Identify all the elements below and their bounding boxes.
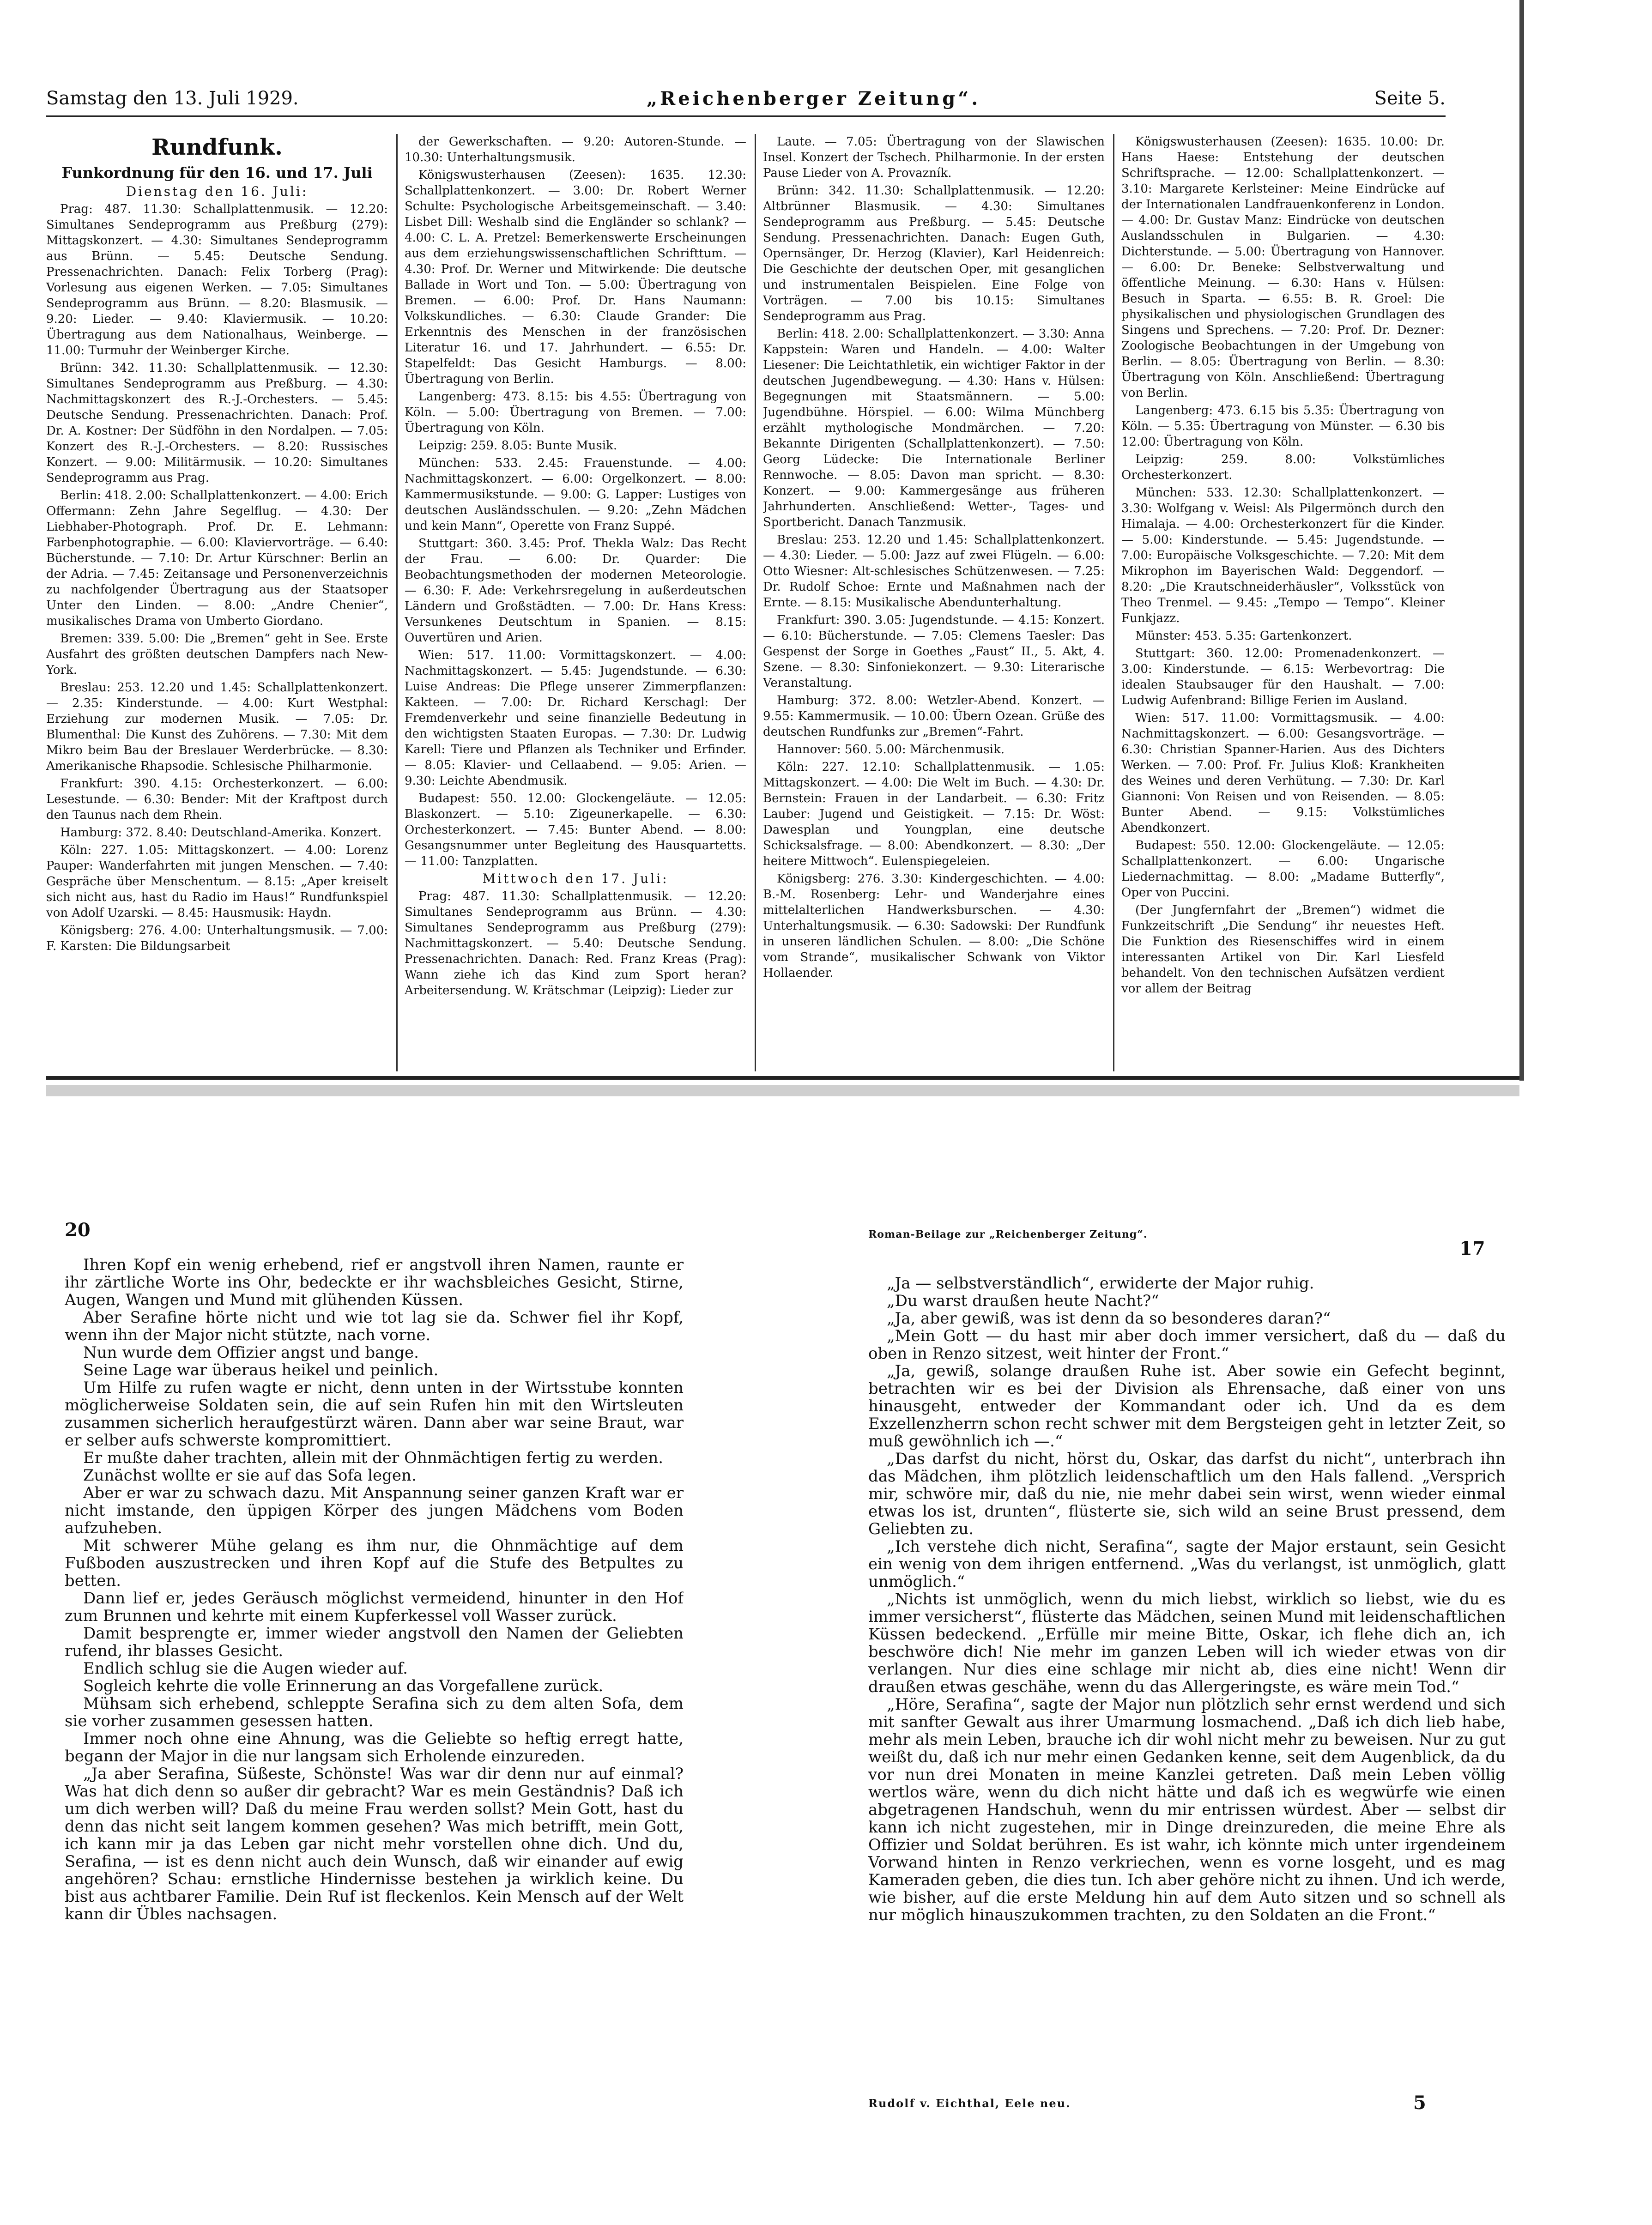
column-4 xyxy=(1121,134,1445,1071)
programme-entry: Wien: 517. 11.00: Vormittagsmusik. — 4.00: Nachmittagskonzert. — 6.00: Gesangsvorträge. — 6.30: Christian Spanner-Harien. Aus des Dichters Werken. — 7.00: Prof. Fr. Julius Kloß: Krankheiten des Weines und deren Verhütung. — 7.30: Dr. Karl Giannoni: Von Reisen und von Reisenden. — 8.05: Bunter Abend. — 9.15: Volkstümliches Abendkonzert. xyxy=(1121,711,1445,835)
programme-entry: Bremen: 339. 5.00: Die „Bremen“ geht in See. Erste Ausfahrt des größten deutschen Dampfers nach New-York. xyxy=(46,632,388,677)
programme-entry: Prag: 487. 11.30: Schallplattenmusik. — 12.20: Simultanes Sendeprogramm aus Preßburg (279): Mittagskonzert. — 4.30: Simultanes Sendeprogramm aus Brünn. — 5.45: Deutsche Sendung. Pressenachrichten. Danach: Felix Torberg (Prag): Vorlesung aus eigenen Werken. — 7.05: Simultanes Sendeprogramm aus Brünn. — 8.20: Blasmusik. — 9.20: Lieder. — 9.40: Klaviermusik. — 10.20: Übertragung aus dem Nationalhaus, Weinberge. — 11.00: Turmuhr der Weinberger Kirche. xyxy=(46,202,388,357)
novel-paragraph: „Ja, aber gewiß, was ist denn da so besonderes daran?“ xyxy=(887,1309,1331,1328)
novel-paragraph: Aber er war zu schwach dazu. Mit Anspannung seiner ganzen Kraft war er nicht imstande, den üppigen Körper des jungen Mädchens vom Boden aufzuheben. xyxy=(65,1484,684,1537)
novel-paragraph: Um Hilfe zu rufen wagte er nicht, denn unten in der Wirtsstube konnten möglicherweise Soldaten sein, die auf sein Rufen hin mit den Wirtsleuten zusammen sicherlich heraufgestürzt wären. Dann aber war seine Braut, war er selber aufs schwerste kompromittiert. xyxy=(65,1379,684,1450)
newspaper-header xyxy=(46,88,1446,117)
programme-entry: Frankfurt: 390. 4.15: Orchesterkonzert. — 6.00: Lesestunde. — 6.30: Bender: Mit der Kraftpost durch den Taunus nach dem Rhein. xyxy=(46,777,388,822)
novel-folio: 5 xyxy=(1413,2092,1426,2114)
programme-entry: Stuttgart: 360. 3.45: Prof. Thekla Walz: Das Recht der Frau. — 6.00: Dr. Quarder: Die Beobachtungsmethoden der modernen Meteorologie. — 6.30: F. Ade: Verkehrsregelung in außerdeutschen Ländern und Großstädten. — 7.00: Dr. Hans Kress: Versunkenes Deutschtum in Spanien. — 8.15: Ouvertüren und Arien. xyxy=(405,537,746,645)
novel-paragraph: „Ja — selbstverständlich“, erwiderte der Major ruhig. xyxy=(887,1275,1314,1293)
supplement-line: Roman-Beilage zur „Reichenberger Zeitung“. xyxy=(868,1228,1148,1240)
novel-paragraph: „Ich verstehe dich nicht, Serafina“, sagte der Major erstaunt, sein Gesicht ein wenig von dem ihrigen entfernend. „Was du verlangst, ist unmöglich, glatt unmöglich.“ xyxy=(868,1537,1506,1591)
novel-paragraph: Ihren Kopf ein wenig erhebend, rief er angstvoll ihren Namen, raunte er ihr zärtliche Worte ins Ohr, bedeckte er ihr wachsbleiches Gesicht, Stirne, Augen, Wangen und Mund mit glühenden Küssen. xyxy=(65,1256,684,1309)
masthead: „Reichenberger Zeitung“. xyxy=(647,88,981,109)
novel-paragraph: Er mußte daher trachten, allein mit der Ohnmächtigen fertig zu werden. xyxy=(83,1449,664,1467)
programme-entry: Brünn: 342. 11.30: Schallplattenmusik. — 12.30: Simultanes Sendeprogramm aus Preßburg. — 4.30: Nachmittagskonzert des R.-J.-Orchesters. — 5.45: Deutsche Sendung. Pressenachrichten. Danach: Prof. Dr. A. Kostner: Der Südföhn in den Nordalpen. — 7.05: Konzert des R.-J.-Orchesters. — 8.20: Russisches Konzert. — 9.00: Militärmusik. — 10.20: Simultanes Sendeprogramm aus Prag. xyxy=(46,361,388,485)
notice-paragraph: (Der Jungfernfahrt der „Bremen“) widmet die Funkzeitschrift „Die Sendung“ ihr neuestes Heft. Die Funktion des Riesenschiffes wird in einem interessanten Artikel von Dir. Karl Liesfeld behandelt. Von den technischen Aufsätzen verdient vor allem der Beitrag xyxy=(1121,903,1445,996)
programme-entry: Leipzig: 259. 8.00: Volkstümliches Orchesterkonzert. xyxy=(1121,453,1445,482)
novel-paragraph: Dann lief er, jedes Geräusch möglichst vermeidend, hinunter in den Hof zum Brunnen und kehrte mit einem Kupferkessel voll Wasser zurück. xyxy=(65,1589,684,1625)
programme-entry: Leipzig: 259. 8.05: Bunte Musik. xyxy=(418,439,617,453)
programme-entry: Königsberg: 276. 3.30: Kindergeschichten. — 4.00: B.-M. Rosenberg: Lehr- und Wanderjahre eines mittelalterlichen Handwerksburschen. — 4.30: Unterhaltungsmusik. — 6.30: Sadowski: Der Rundfunk in unseren ländlichen Schulen. — 8.00: „Die Schöne vom Strande“, musikalischer Schwank von Viktor Hollaender. xyxy=(763,872,1105,980)
programme-entry: Brünn: 342. 11.30: Schallplattenmusik. — 12.20: Altbrünner Blasmusik. — 4.30: Simultanes Sendeprogramm aus Preßburg. — 5.45: Deutsche Sendung. Pressenachrichten. Danach: Eugen Guth, Opernsänger, Dr. Herzog (Klavier), Karl Heidenreich: Die Geschichte der deutschen Oper, mit gesanglichen und instrumentalen Beispielen. Eine Folge von Vorträgen. — 7.00 bis 10.15: Simultanes Sendeprogramm aus Prag. xyxy=(763,184,1105,323)
column-rule xyxy=(1113,134,1114,1071)
novel-paragraph: „Mein Gott — du hast mir aber doch immer versichert, daß du — daß du oben in Renzo sitzest, weit hinter der Front.“ xyxy=(868,1327,1506,1363)
novel-paragraph: „Ja, gewiß, solange draußen Ruhe ist. Aber sowie ein Gefecht beginnt, betrachten wir es bei der Division als Ehrensache, daß einer von uns hinausgeht, entweder der Kommandant oder ich. Und da es dem Exzellenzherrn schon recht schwer mit dem Bergsteigen geht in letzter Zeit, so muß gewöhnlich ich —.“ xyxy=(868,1362,1506,1451)
programme-entry: Langenberg: 473. 8.15: bis 4.55: Übertragung von Köln. — 5.00: Übertragung von Bremen. — 7.00: Übertragung von Köln. xyxy=(405,390,746,435)
programme-entry: Hamburg: 372. 8.00: Wetzler-Abend. Konzert. — 9.55: Kammermusik. — 10.00: Übern Ozean. Grüße des deutschen Rundfunks zur „Bremen“-Fahrt. xyxy=(763,694,1105,739)
day-heading-wednesday: Mittwoch den 17. Juli: xyxy=(482,871,669,886)
column-2 xyxy=(405,134,746,1071)
section-title: Rundfunk. xyxy=(151,134,283,160)
novel-left-column xyxy=(65,1256,684,2097)
novel-right-page-number: 17 xyxy=(1459,1238,1485,1259)
programme-entry: Budapest: 550. 12.00: Glockengeläute. — 12.05: Schallplattenkonzert. — 6.00: Ungarische Liedernachmittag. — 8.00: „Madame Butterfly“, Oper von Puccini. xyxy=(1121,839,1445,900)
programme-entry: Prag: 487. 11.30: Schallplattenmusik. — 12.20: Simultanes Sendeprogramm aus Brünn. — 4.30: Simultanes Sendeprogramm aus Preßburg (279): Nachmittagskonzert. — 5.40: Deutsche Sendung. Pressenachrichten. Danach: Red. Franz Kreas (Prag): Wann ziehe ich das Kind zum Sport heran? Arbeitersendung. W. Krätschmar (Leipzig): Lieder zur xyxy=(405,889,746,998)
programme-entry: Münster: 453. 5.35: Gartenkonzert. xyxy=(1135,629,1352,643)
fold-shadow xyxy=(46,1085,1519,1096)
programme-entry: Stuttgart: 360. 12.00: Promenadenkonzert. — 3.00: Kinderstunde. — 6.15: Werbevortrag: Die idealen Staubsauger für den Haushalt. — 7.00: Ludwig Aufenbrand: Billige Ferien im Ausland. xyxy=(1121,647,1445,707)
column-rule xyxy=(396,134,398,1071)
programme-entry: München: 533. 2.45: Frauenstunde. — 4.00: Nachmittagskonzert. — 6.00: Orgelkonzert. — 8.00: Kammermusikstunde. — 9.00: G. Lapper: Lustiges von deutschen Ausländsschulen. — 9.20: „Zehn Mädchen und kein Mann“, Operette von Franz Suppé. xyxy=(405,456,746,533)
programme-entry: Königswusterhausen (Zeesen): 1635. 10.00: Dr. Hans Haese: Entstehung der deutschen Schriftsprache. — 12.00: Schallplattenkonzert. — 3.10: Margarete Kerlsteiner: Meine Eindrücke auf der Internationalen Landfrauenkonferenz in London. — 4.00: Dr. Gustav Manz: Eindrücke von deutschen Auslandsschulen in Bulgarien. — 4.30: Dichterstunde. — 5.00: Übertragung von Hannover. — 6.00: Dr. Beneke: Selbstverwaltung und öffentliche Meinung. — 6.30: Hans v. Hülsen: Besuch in Sparta. — 6.55: B. R. Groel: Die physikalischen und physiologischen Grundlagen des Singens und Sprechens. — 7.20: Prof. Dr. Dezner: Zoologische Beobachtungen in der Umgebung von Berlin. — 8.05: Übertragung von Berlin. — 8.30: Übertragung von Köln. Anschließend: Übertragung von Berlin. xyxy=(1121,135,1445,400)
programme-entry: Langenberg: 473. 6.15 bis 5.35: Übertragung von Köln. — 5.35: Übertragung von Münster. — 6.30 bis 12.00: Übertragung von Köln. xyxy=(1121,404,1445,449)
novel-paragraph: „Du warst draußen heute Nacht?“ xyxy=(887,1292,1159,1310)
novel-right-column xyxy=(868,1275,1506,2087)
programme-entry: Berlin: 418. 2.00: Schallplattenkonzert. — 3.30: Anna Kappstein: Waren und Handeln. — 4.00: Walter Liesener: Die Leichtathletik, ein wichtiger Faktor in der deutschen Jugendbewegung. — 4.30: Hans v. Hülsen: Begegnungen mit Staatsmännern. — 5.00: Jugendbühne. Hörspiel. — 6.00: Wilma Münchberg erzählt mythologische Mondmärchen. — 7.20: Bekannte Dirigenten (Schallplattenkonzert). — 7.50: Georg Lüdecke: Die Internationale Berliner Rennwoche. — 8.05: Davon man spricht. — 8.30: Konzert. — 9.00: Kammergesänge aus früheren Jahrhunderten. Anschließend: Wetter-, Tages- und Sportbericht. Danach Tanzmusik. xyxy=(763,327,1105,529)
day-heading-tuesday: Dienstag den 16. Juli: xyxy=(126,184,309,199)
column-1 xyxy=(46,134,388,1071)
programme-entry: Budapest: 550. 12.00: Glockengeläute. — 12.05: Blaskonzert. — 5.10: Zigeunerkapelle. — 6.30: Orchesterkonzert. — 7.45: Bunter Abend. — 8.00: Gesangsnummer unter Begleitung des Hausquartetts. — 11.00: Tanzplatten. xyxy=(405,792,746,868)
programme-entry: Hannover: 560. 5.00: Märchenmusik. xyxy=(777,743,1005,756)
novel-paragraph: „Ja aber Serafina, Süßeste, Schönste! Was war dir denn nur auf einmal? Was hat dich denn so außer dir gebracht? War es mein Geständnis? Daß ich um dich werben will? Daß du meine Frau werden sollst? Mein Gott, hast du denn das nicht seit langem kommen gesehen? Was mich betrifft, mein Gott, ich kann mir ja das Leben gar nicht mehr vorstellen ohne dich. Und du, Serafina, — ist es denn nicht auch dein Wunsch, daß wir einander auf ewig angehören? Schau: ernstliche Hindernisse bestehen ja wirklich keine. Du bist aus achtbarer Familie. Dein Ruf ist fleckenlos. Kein Mensch auf der Welt kann dir Übles nachsagen. xyxy=(65,1765,684,1923)
programme-entry: der Gewerkschaften. — 9.20: Autoren-Stunde. — 10.30: Unterhaltungsmusik. xyxy=(405,135,746,164)
novel-left-page-number: 20 xyxy=(65,1219,91,1241)
programme-entry: Breslau: 253. 12.20 und 1.45: Schallplattenkonzert. — 2.35: Kinderstunde. — 4.00: Kurt Westphal: Erziehung zur modernen Musik. — 7.05: Dr. Blumenthal: Die Kunst des Zuhörens. — 7.30: Mit dem Mikro beim Bau der Breslauer Werderbrücke. — 8.30: Amerikanische Rhapsodie. Schlesische Philharmonie. xyxy=(46,681,388,773)
novel-paragraph: Mit schwerer Mühe gelang es ihm nur, die Ohnmächtige auf dem Fußboden auszustrecken und ihren Kopf auf die Stufe des Betpultes zu betten. xyxy=(65,1536,684,1590)
novel-paragraph: „Höre, Serafina“, sagte der Major nun plötzlich sehr ernst werdend und sich mit sanfter Gewalt aus ihrer Umarmung losmachend. „Daß ich dich lieb habe, mehr als mein Leben, brauche ich dir wohl nicht mehr zu beweisen. Nur zu gut weißt du, daß ich nur mehr einen Gedanken kenne, seit dem Augenblick, da du vor nun drei Monaten in meine Kanzlei getreten. Daß mein Leben völlig wertlos wäre, wenn du dich nicht hätte und daß ich es wegwürfe wie einen abgetragenen Handschuh, wenn du mir entrissen würdest. Aber — selbst dir kann ich nicht zugestehen, mir in Dinge dreinzureden, die meine Ehre als Offizier und Soldat berühren. Es ist wahr, ich könnte mich unter irgendeinem Vorwand hinten in Renzo verkriechen, wenn es vorne losgeht, und es mag Kameraden geben, die dies tun. Ich aber gehöre nicht zu ihnen. Und ich werde, wie bisher, auf die erste Meldung hin auf dem Auto sitzen und so schnell als nur möglich hinauszukommen trachten, zu den Soldaten an die Front.“ xyxy=(868,1695,1506,1924)
novel-paragraph: Endlich schlug sie die Augen wieder auf. xyxy=(83,1659,408,1678)
novel-paragraph: Aber Serafine hörte nicht und wie tot lag sie da. Schwer fiel ihr Kopf, wenn ihn der Major nicht stützte, nach vorne. xyxy=(65,1308,684,1344)
programme-entry: Berlin: 418. 2.00: Schallplattenkonzert. — 4.00: Erich Offermann: Zehn Jahre Segelflug. — 4.30: Der Liebhaber-Photograph. Prof. Dr. E. Lehmann: Farbenphotographie. — 6.00: Klaviervorträge. — 6.40: Bücherstunde. — 7.10: Dr. Artur Kürschner: Berlin an der Adria. — 7.45: Zeitansage und Personenverzeichnis zu nachfolgender Übertragung aus der Staatsoper Unter den Linden. — 8.00: „Andre Chenier“, musikalisches Drama von Umberto Giordano. xyxy=(46,489,388,628)
programme-entry: Frankfurt: 390. 3.05: Jugendstunde. — 4.15: Konzert. — 6.10: Bücherstunde. — 7.05: Clemens Taesler: Das Gespenst der Sorge in Goethes „Faust“ II., 5. Akt, 4. Szene. — 8.30: Sinfoniekonzert. — 9.30: Literarische Veranstaltung. xyxy=(763,613,1105,690)
novel-author-line: Rudolf v. Eichthal, Eele neu. xyxy=(868,2097,1071,2110)
novel-paragraph: Nun wurde dem Offizier angst und bange. xyxy=(83,1343,419,1362)
novel-paragraph: Damit besprengte er, immer wieder angstvoll den Namen der Geliebten rufend, ihr blasses Gesicht. xyxy=(65,1624,684,1660)
novel-paragraph: Mühsam sich erhebend, schleppte Serafina sich zu dem alten Sofa, dem sie vorher zusammen gesessen hatten. xyxy=(65,1694,684,1730)
page-number: Seite 5. xyxy=(1374,88,1446,109)
bottom-rule xyxy=(46,1076,1519,1080)
novel-paragraph: „Nichts ist unmöglich, wenn du mich liebst, wirklich so liebst, wie du es immer versicherst“, flüsterte das Mädchen, seinen Mund mit leidenschaftlichen Küssen bedeckend. „Erfülle mir meine Bitte, Oskar, ich flehe dich an, ich beschwöre dich! Nie mehr im ganzen Leben will ich wieder etwas von dir verlangen. Nur dies eine schlage mir nicht ab, dies eine nicht! Wenn dir draußen etwas geschähe, wenn du das Allergeringste, es wäre mein Tod.“ xyxy=(868,1590,1506,1696)
programme-entry: Köln: 227. 1.05: Mittagskonzert. — 4.00: Lorenz Pauper: Wanderfahrten mit jungen Menschen. — 7.40: Gespräche über Menschentum. — 8.15: „Aper kreiselt sich nicht aus, hast du Radio im Haus!“ Rundfunkspiel von Adolf Uzarski. — 8.45: Hausmusik: Haydn. xyxy=(46,843,388,920)
novel-paragraph: „Das darfst du nicht, hörst du, Oskar, das darfst du nicht“, unterbrach ihn das Mädchen, ihm plötzlich leidenschaftlich um den Hals fallend. „Versprich mir, schwöre mir, daß du nie, nie mehr dabei sein wirst, wenn wieder einmal etwas los ist, drunten“, flüsterte sie, sich wild an seine Brust pressend, dem Geliebten zu. xyxy=(868,1450,1506,1538)
novel-paragraph: Sogleich kehrte die volle Erinnerung an das Vorgefallene zurück. xyxy=(83,1677,604,1695)
novel-paragraph: Zunächst wollte er sie auf das Sofa legen. xyxy=(83,1466,417,1485)
programme-entry: Breslau: 253. 12.20 und 1.45: Schallplattenkonzert. — 4.30: Lieder. — 5.00: Jazz auf zwei Flügeln. — 6.00: Otto Wiesner: Alt-schlesisches Schützenwesen. — 7.25: Dr. Rudolf Schoe: Ernte und Maßnahmen nach der Ernte. — 8.15: Musikalische Abendunterhaltung. xyxy=(763,533,1105,610)
programme-entry: Wien: 517. 11.00: Vormittagskonzert. — 4.00: Nachmittagskonzert. — 5.45: Jugendstunde. — 6.30: Luise Andreas: Die Pflege unserer Zimmerpflanzen: Kakteen. — 7.00: Dr. Richard Kerschagl: Der Fremdenverkehr und seine finanzielle Bedeutung in den wichtigsten Staaten Europas. — 7.30: Dr. Ludwig Karell: Tiere und Pflanzen als Techniker und Erfinder. — 8.05: Klavier- und Cellaabend. — 9.05: Arien. — 9.30: Leichte Abendmusik. xyxy=(405,648,746,788)
programme-entry: Königswusterhausen (Zeesen): 1635. 12.30: Schallplattenkonzert. — 3.00: Dr. Robert Werner Schulte: Psychologische Arbeitsgemeinschaft. — 3.40: Lisbet Dill: Weshalb sind die Engländer so schlank? — 4.00: C. L. A. Pretzel: Bemerkenswerte Erscheinungen aus dem erziehungswissenschaftlichen Schrifttum. — 4.30: Prof. Dr. Werner und Mitwirkende: Die deutsche Ballade in Wort und Ton. — 5.00: Übertragung von Bremen. — 6.00: Prof. Dr. Hans Naumann: Volkskundliches. — 6.30: Claude Grander: Die Erkenntnis des Menschen in der französischen Literatur 16. und 17. Jahrhundert. — 6.55: Dr. Stapelfeldt: Das Gesicht Hamburgs. — 8.00: Übertragung von Berlin. xyxy=(405,168,746,386)
column-3 xyxy=(763,134,1105,1071)
section-subtitle: Funkordnung für den 16. und 17. Juli xyxy=(61,164,373,181)
programme-entry: Köln: 227. 12.10: Schallplattenmusik. — 1.05: Mittagskonzert. — 4.00: Die Welt im Buch. — 4.30: Dr. Bernstein: Frauen in der Landarbeit. — 6.30: Fritz Lauber: Jugend und Geistigkeit. — 7.15: Dr. Wöst: Dawesplan und Youngplan, eine deutsche Schicksalsfrage. — 8.00: Abendkonzert. — 8.30: „Der heitere Mittwoch“. Eulenspiegeleien. xyxy=(763,760,1105,868)
programme-entry: München: 533. 12.30: Schallplattenkonzert. — 3.30: Wolfgang v. Weisl: Als Pilgermönch durch den Himalaja. — 4.00: Orchesterkonzert für die Kinder. — 5.00: Kinderstunde. — 5.45: Jugendstunde. — 7.00: Europäische Volksgeschichte. — 7.20: Mit dem Mikrophon im Bayerischen Wald: Deggendorf. — 8.20: „Die Krautschneiderhäusler“, Volksstück von Theo Trenmel. — 9.45: „Tempo — Tempo“. Kleiner Funkjazz. xyxy=(1121,486,1445,625)
page-edge-shadow xyxy=(1519,0,1524,1081)
novel-paragraph: Seine Lage war überaus heikel und peinlich. xyxy=(83,1361,439,1379)
programme-entry: Königsberg: 276. 4.00: Unterhaltungsmusik. — 7.00: F. Karsten: Die Bildungsarbeit xyxy=(46,924,388,953)
novel-paragraph: Immer noch ohne eine Ahnung, was die Geliebte so heftig erregt hatte, begann der Major in die nur langsam sich Erholende einzureden. xyxy=(65,1729,684,1765)
programme-entry: Laute. — 7.05: Übertragung von der Slawischen Insel. Konzert der Tschech. Philharmonie. In der ersten Pause Lieder von A. Provazník. xyxy=(763,135,1105,180)
column-rule xyxy=(755,134,756,1071)
issue-date: Samstag den 13. Juli 1929. xyxy=(46,88,299,109)
programme-entry: Hamburg: 372. 8.40: Deutschland-Amerika. Konzert. xyxy=(60,826,382,840)
radio-section xyxy=(46,134,1446,1071)
